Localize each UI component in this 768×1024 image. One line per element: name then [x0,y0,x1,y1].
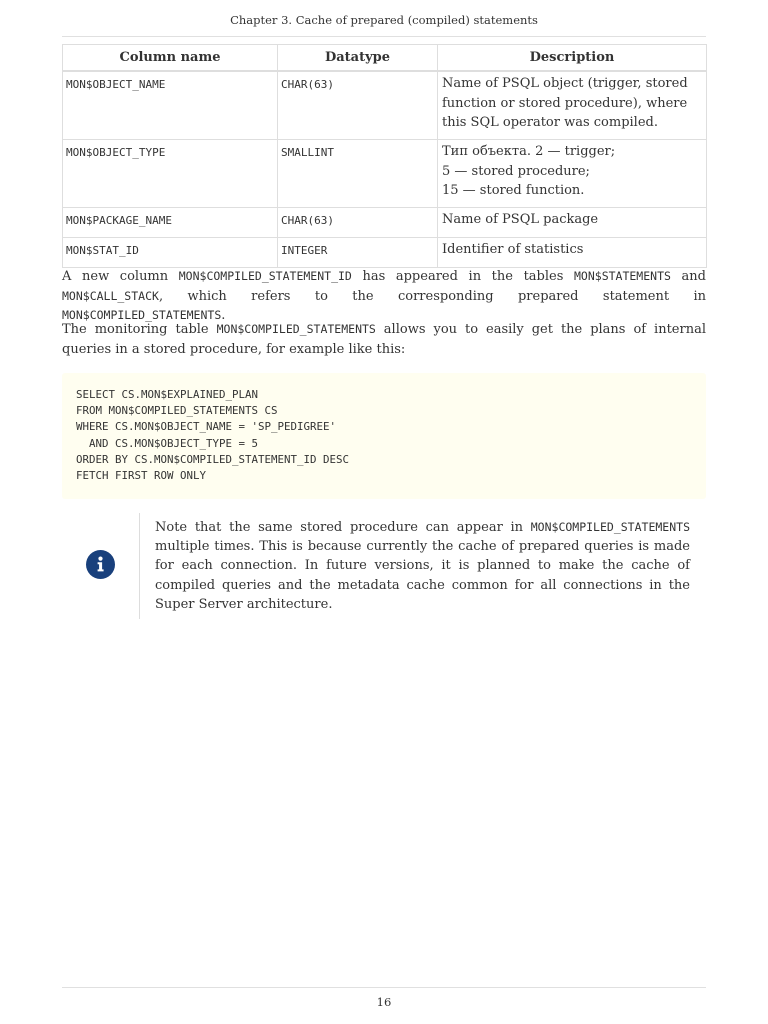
inline-code: MON$CALL_STACK [62,288,159,303]
header-divider [62,36,706,37]
code-line: AND CS.MON$OBJECT_TYPE = 5 [76,436,259,450]
table-row [63,140,707,208]
code-line: SELECT CS.MON$EXPLAINED_PLAN [76,388,259,401]
info-icon [86,550,115,579]
running-header: Chapter 3. Cache of prepared (compiled) statements [230,13,538,27]
code-line: FROM MON$COMPILED_STATEMENTS CS [76,404,278,418]
page-number: 16 [376,995,392,1009]
cell-description [438,140,707,208]
cell-datatype: CHAR(63) [278,208,438,238]
table-row [63,71,707,140]
sql-code-block [62,373,706,499]
footer-divider [62,987,706,988]
note-text: Note that the same stored procedure can appear in MON$COMPILED_STATEMENTS multiple times. This is because currently the cache of prepared queries is made for each connection. In future versions, it is planned to make the cache of compiled queries and the metadata cache common for all connections in the Super Server architecture. [155,520,690,612]
header-column-name: Column name [63,45,278,72]
inline-code: MON$COMPILED_STATEMENT_ID [178,269,352,283]
paragraph-new-column: A new column MON$COMPILED_STATEMENT_ID has appeared in the tables MON$STATEMENTS and MON$CALL_STACK, which refers to the corresponding prepared statement in MON$COMPILED_STATEMENTS. [62,269,706,323]
cell-description: Name of PSQL object (trigger, stored function or stored procedure), where this SQL operator was compiled. [438,71,707,140]
code-line: FETCH FIRST ROW ONLY [76,468,207,482]
code-line: ORDER BY CS.MON$COMPILED_STATEMENT_ID DESC [76,452,350,466]
inline-code: MON$COMPILED_STATEMENTS [216,322,376,336]
table-row [63,208,707,238]
description-line: 15 — stored function. [442,183,585,198]
cell-column-name: MON$PACKAGE_NAME [63,208,278,238]
header-description: Description [438,45,707,72]
header-datatype: Datatype [278,45,438,72]
note-divider [139,513,140,619]
cell-column-name: MON$OBJECT_TYPE [63,140,278,208]
table-header-row [63,45,707,72]
cell-column-name: MON$STAT_ID [63,238,278,268]
paragraph-monitoring-table: The monitoring table MON$COMPILED_STATEMENTS allows you to easily get the plans of internal queries in a stored procedure, for example like this: [62,322,706,357]
cell-column-name: MON$OBJECT_NAME [63,71,278,140]
inline-code: MON$COMPILED_STATEMENTS [530,520,690,534]
cell-datatype: CHAR(63) [278,71,438,140]
inline-code: MON$STATEMENTS [574,269,671,283]
cell-datatype: INTEGER [278,238,438,268]
description-line: 5 — stored procedure; [442,163,590,179]
cell-description: Name of PSQL package [438,208,707,238]
cell-datatype: SMALLINT [278,140,438,208]
inline-code: MON$COMPILED_STATEMENTS [62,308,222,322]
cell-description: Identifier of statistics [438,238,707,268]
table-row [63,238,707,268]
code-line: WHERE CS.MON$OBJECT_NAME = 'SP_PEDIGREE' [76,420,337,434]
description-line: Тип объекта. 2 — trigger; [442,144,616,159]
columns-table [62,44,707,268]
note-admonition [62,513,706,619]
